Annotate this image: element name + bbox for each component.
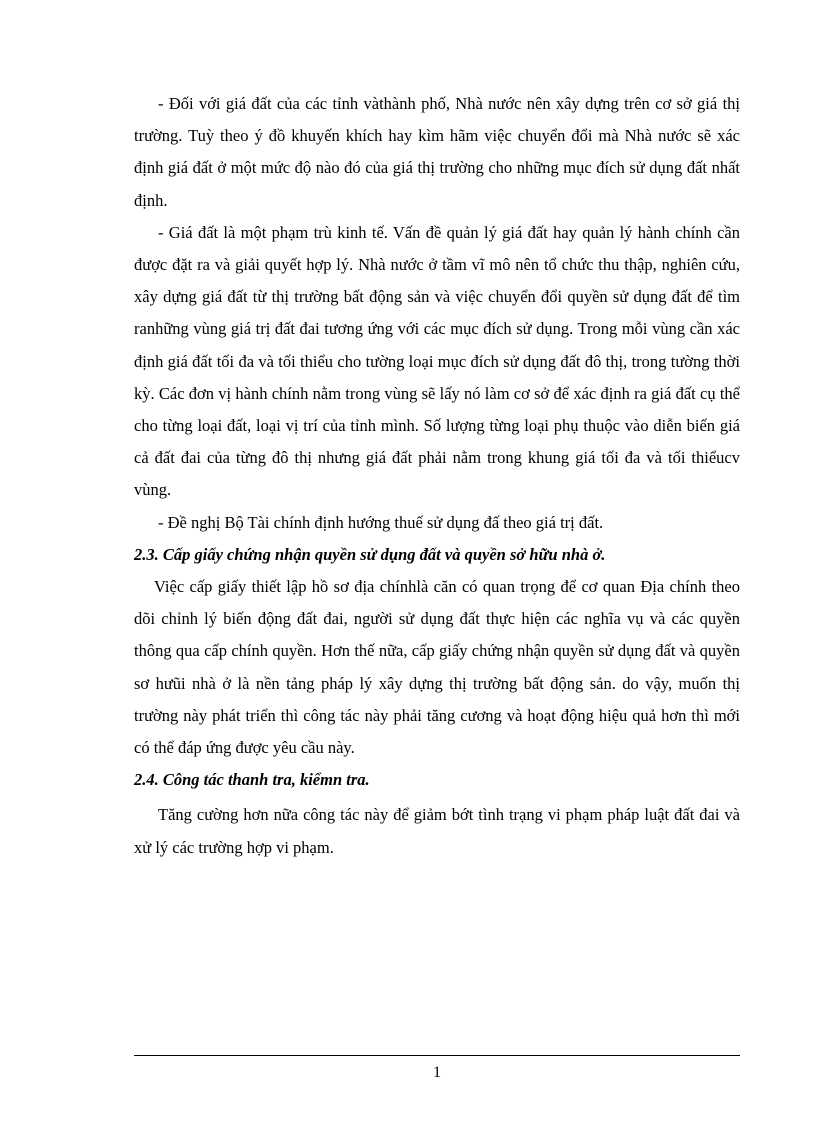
- document-body: [134, 88, 740, 864]
- paragraph-land-price-provinces: - Đối với giá đất của các tỉnh vàthành phố, Nhà nước nên xây dựng trên cơ sở giá thị trường. Tuỳ theo ý đồ khuyến khích hay kìm hãm việc chuyển đổi mà Nhà nước sẽ xác định giá đất ở một mức độ nào đó của giá thị trường cho những mục đích sử dụng đất nhất định.: [134, 94, 740, 210]
- section-heading-2-4: 2.4. Công tác thanh tra, kiểmn tra.: [134, 770, 370, 790]
- paragraph-land-price-economic: - Giá đất là một phạm trù kinh tế. Vấn đề quản lý giá đất hay quản lý hành chính cần được đặt ra và giải quyết hợp lý. Nhà nước ở tầm vĩ mô nên tổ chức thu thập, nghiên cứu, xây dựng giá đất từ thị trường bất động sản và việc chuyển đổi quyền sử dụng đất để tìm ranhững vùng giá trị đất đai tương ứng với các mục đích sử dụng. Trong mỗi vùng cần xác định giá đất tối đa và tối thiểu cho tường loại mục đích sử dụng đất đô thị, trong tường thời kỳ. Các đơn vị hành chính nằm trong vùng sẽ lấy nó làm cơ sở để xác định ra giá đất cụ thể cho từng loại đất, loại vị trí của tỉnh mình. Số lượng từng loại phụ thuộc vào diễn biến giá cả đất đai của từng đô thị nhưng giá đất phải nằm trong khung giá tối đa và tối thiểucv vùng.: [134, 222, 740, 500]
- section-heading-2-3: 2.3. Cấp giấy chứng nhận quyền sử dụng đất và quyền sở hữu nhà ở.: [134, 544, 606, 564]
- paragraph-tax-proposal: - Đề nghị Bộ Tài chính định hướng thuế sử dụng đấ theo giá trị đất.: [158, 512, 604, 532]
- page-number: 1: [433, 1064, 441, 1081]
- paragraph-inspection: Tăng cường hơn nữa công tác này để giảm bớt tình trạng vi phạm pháp luật đất đai và xử lý các trường hợp vi phạm.: [134, 805, 740, 857]
- footer-divider: [134, 1055, 740, 1056]
- paragraph-certificate: Việc cấp giấy thiết lập hồ sơ địa chínhlà căn có quan trọng để cơ quan Địa chính theo dõi chỉnh lý biến động đất đai, người sử dụng đất thực hiện các nghĩa vụ và các quyền thông qua cấp chính quyền. Hơn thế nữa, cấp giấy chứng nhận quyền sử dụng đất và quyền sơ hưũi nhà ở là nền tảng pháp lý xây dựng thị trường bất động sản. do vậy, muốn thị trường này phát triển thì công tác này phải tăng cương và hoạt động hiệu quả hơn thì mới có thể đáp ứng được yêu cầu này.: [134, 577, 740, 758]
